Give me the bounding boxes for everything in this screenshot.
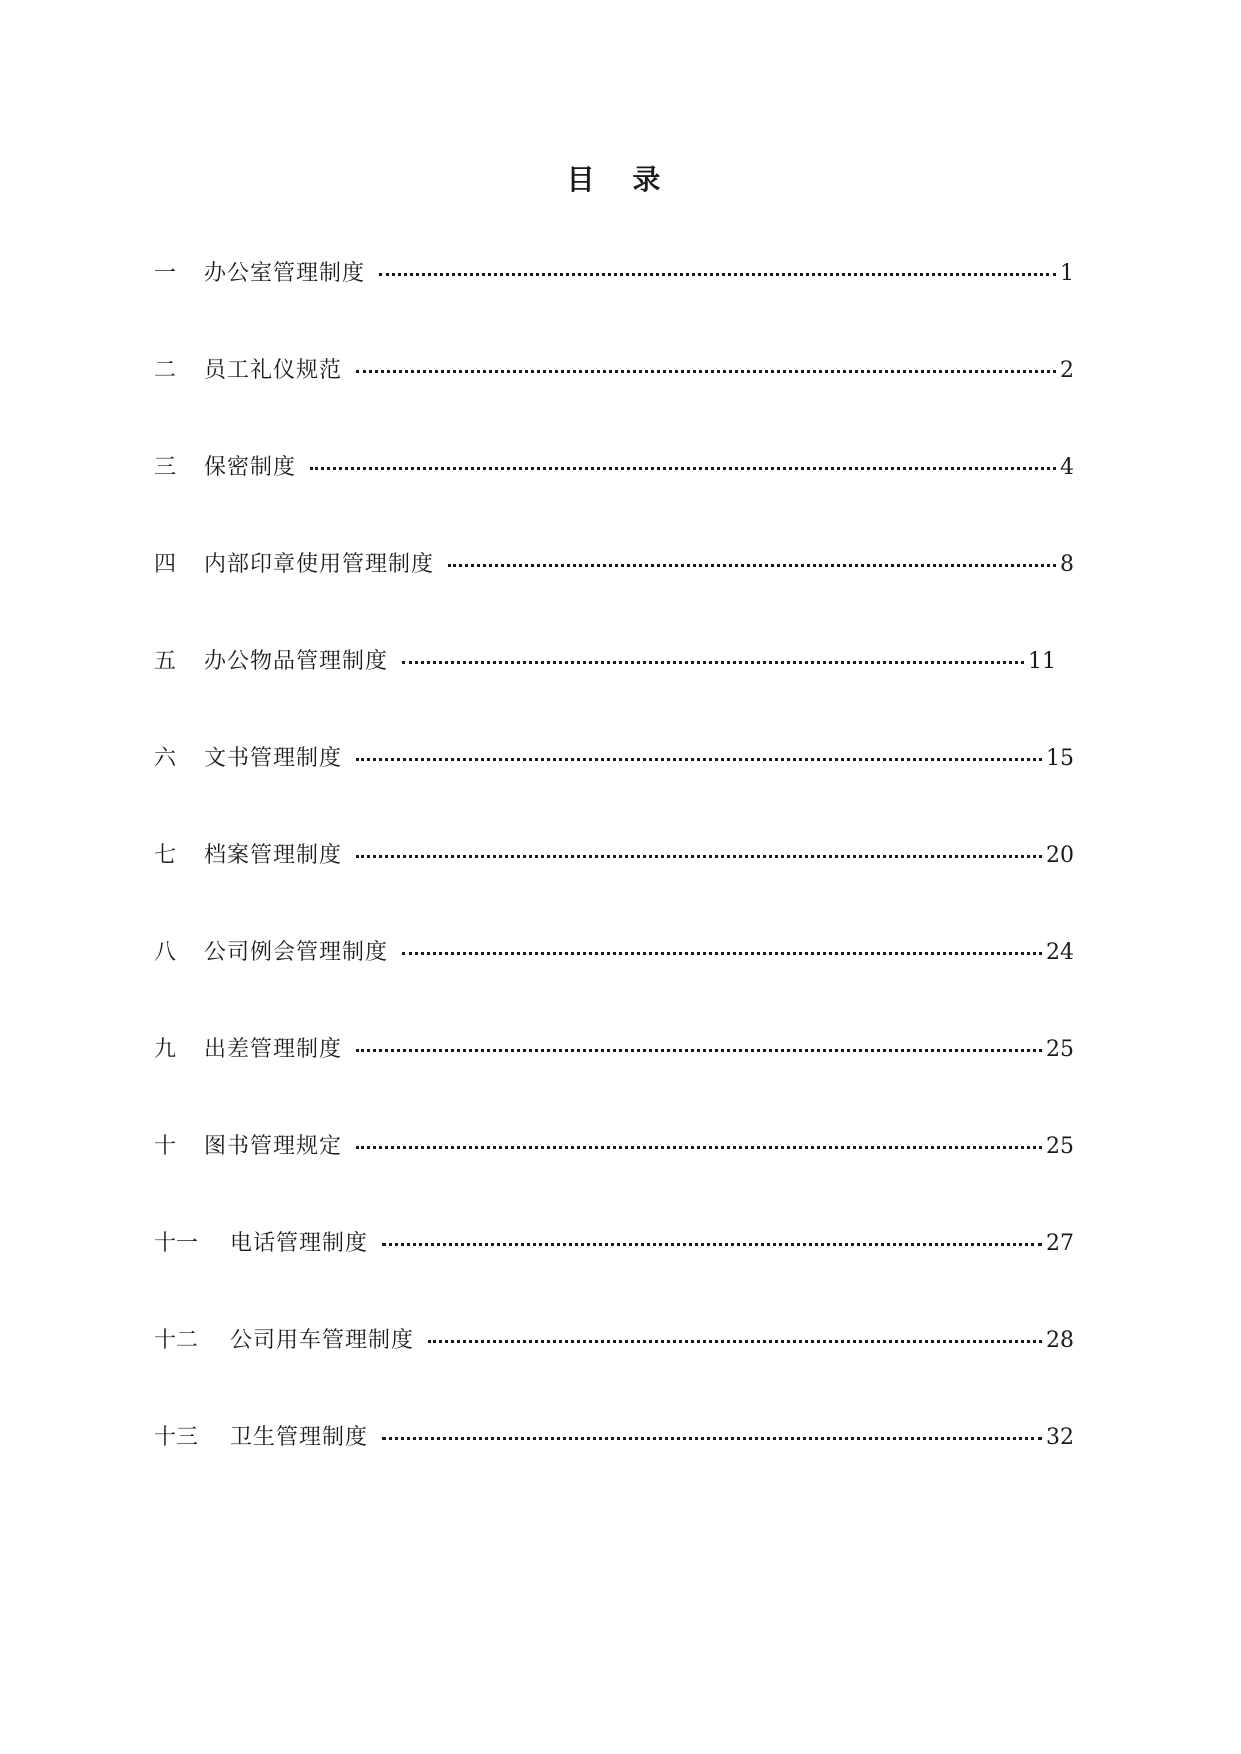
toc-entry-title: 内部印章使用管理制度 — [204, 552, 435, 577]
toc-entry-title: 卫生管理制度 — [230, 1425, 369, 1450]
toc-entry-title: 出差管理制度 — [204, 1037, 343, 1062]
toc-entry-number: 十三 — [154, 1425, 199, 1450]
toc-entry-number: 六 — [154, 746, 177, 771]
toc-entry[interactable] — [154, 549, 1074, 646]
toc-entry-title: 公司用车管理制度 — [230, 1328, 415, 1353]
toc-entry-title: 员工礼仪规范 — [204, 358, 343, 383]
toc-entry-page: 25 — [1046, 1037, 1074, 1062]
dot-leader — [382, 1422, 1042, 1444]
toc-entry-title: 办公物品管理制度 — [204, 649, 389, 674]
toc-entry-page: 25 — [1046, 1134, 1074, 1159]
toc-entry-number: 三 — [154, 455, 177, 480]
toc-entry-page: 15 — [1046, 746, 1074, 771]
toc-entry-page: 27 — [1046, 1231, 1074, 1256]
dot-leader — [402, 646, 1024, 668]
toc-entry-title: 文书管理制度 — [204, 746, 343, 771]
toc-entry-title: 办公室管理制度 — [204, 261, 366, 286]
toc-entry[interactable] — [154, 646, 1074, 743]
dot-leader — [356, 1034, 1042, 1056]
toc-entry[interactable] — [154, 1034, 1074, 1131]
dot-leader — [356, 1131, 1042, 1153]
toc-entry[interactable] — [154, 1228, 1074, 1325]
toc-entry[interactable] — [154, 1325, 1074, 1422]
dot-leader — [356, 355, 1056, 377]
toc-entry-title: 公司例会管理制度 — [204, 940, 389, 965]
toc-entry-page: 4 — [1060, 455, 1074, 480]
toc-entry-title: 档案管理制度 — [204, 843, 343, 868]
toc-entry-page: 1 — [1060, 261, 1074, 286]
toc-entry-page: 32 — [1046, 1425, 1074, 1450]
toc-entry[interactable] — [154, 743, 1074, 840]
toc-entry-number: 七 — [154, 843, 177, 868]
dot-leader — [402, 937, 1042, 959]
toc-entry[interactable] — [154, 355, 1074, 452]
toc-list — [154, 258, 1074, 1519]
toc-entry-title: 图书管理规定 — [204, 1134, 343, 1159]
dot-leader — [356, 840, 1042, 862]
toc-entry-page: 24 — [1046, 940, 1074, 965]
toc-entry-page: 2 — [1060, 358, 1074, 383]
dot-leader — [379, 258, 1056, 280]
toc-entry-title: 保密制度 — [204, 455, 297, 480]
toc-entry[interactable] — [154, 1131, 1074, 1228]
toc-entry-page: 28 — [1046, 1328, 1074, 1353]
toc-entry-number: 九 — [154, 1037, 177, 1062]
toc-entry[interactable] — [154, 1422, 1074, 1519]
toc-entry-number: 十 — [154, 1134, 177, 1159]
toc-entry-title: 电话管理制度 — [230, 1231, 369, 1256]
toc-entry-number: 八 — [154, 940, 177, 965]
dot-leader — [428, 1325, 1042, 1347]
toc-entry[interactable] — [154, 937, 1074, 1034]
toc-entry-page: 8 — [1060, 552, 1074, 577]
dot-leader — [356, 743, 1042, 765]
toc-entry-number: 一 — [154, 261, 177, 286]
toc-entry[interactable] — [154, 258, 1074, 355]
toc-entry-page: 20 — [1046, 843, 1074, 868]
dot-leader — [448, 549, 1056, 571]
dot-leader — [382, 1228, 1042, 1250]
toc-entry-page: 11 — [1028, 649, 1056, 674]
toc-entry[interactable] — [154, 840, 1074, 937]
toc-entry-number: 十一 — [154, 1231, 199, 1256]
toc-title: 目 录 — [566, 163, 675, 196]
toc-entry-number: 四 — [154, 552, 177, 577]
dot-leader — [310, 452, 1056, 474]
toc-entry-number: 五 — [154, 649, 177, 674]
toc-entry[interactable] — [154, 452, 1074, 549]
toc-entry-number: 十二 — [154, 1328, 199, 1353]
toc-entry-number: 二 — [154, 358, 177, 383]
